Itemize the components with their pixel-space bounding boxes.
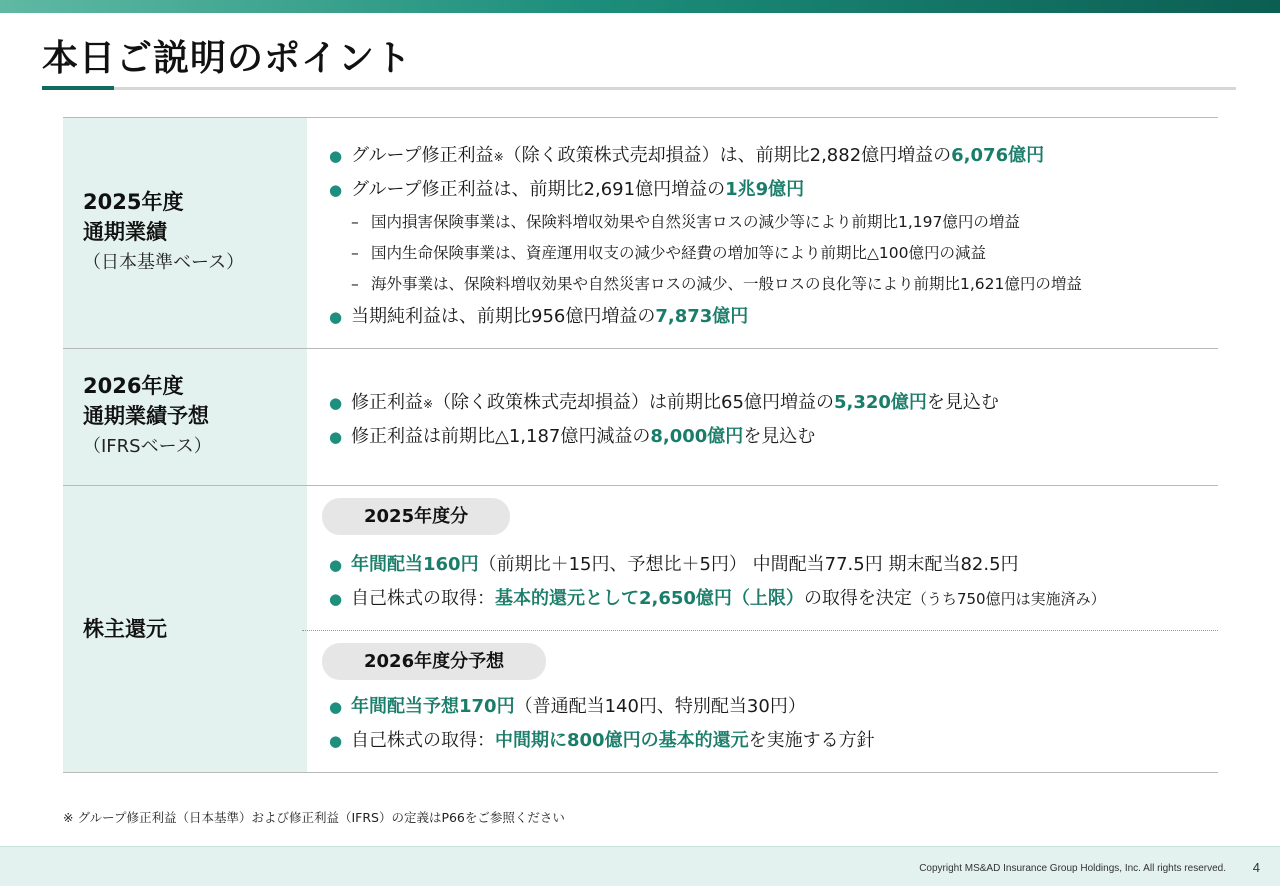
row-body-2025-results [307, 118, 1218, 348]
highlight-value: 1兆9億円 [725, 179, 805, 200]
bullet-group-adjusted-profit-ex: ● グループ修正利益 ※ （除く政策株式売却損益）は、前期比2,882億円増益の 6,076億円 [329, 139, 1218, 173]
row-header-title: 通期業績予想 [83, 404, 209, 428]
highlight-value: 年間配当160円 [351, 554, 479, 575]
dotted-divider [302, 630, 1218, 631]
copyright: Copyright MS&AD Insurance Group Holdings, Inc. All rights reserved. [919, 863, 1226, 874]
row-2026-forecast [63, 348, 1218, 485]
summary-table [63, 117, 1218, 773]
row-header-2026-forecast [63, 349, 307, 485]
bullet-icon: ● [329, 556, 343, 574]
row-header-2025-results [63, 118, 307, 348]
highlight-value: 5,320億円 [833, 392, 927, 413]
page-title: 本日ご説明のポイント [42, 38, 413, 79]
subbullet-international: – 海外事業は、保険料増収効果や自然災害ロスの減少、一般ロスの良化等により前期比1,621億円の増益 [351, 275, 1082, 293]
footnote: ※ グループ修正利益（日本基準）および修正利益（IFRS）の定義はP66をご参照ください [63, 810, 565, 825]
highlight-value: 中間期に800億円の基本的還元 [495, 730, 749, 751]
row-body-shareholder-returns [307, 486, 1218, 772]
bullet-icon: ● [329, 428, 343, 446]
highlight-value: 6,076億円 [951, 145, 1045, 166]
highlight-value: 8,000億円 [650, 426, 744, 447]
label-pill-2026: 2026年度分予想 [322, 643, 546, 680]
bullet-share-buyback-2025: ● 自己株式の取得： 基本的還元として2,650億円（上限） の取得を決定 （うち750億円は実施済み） [329, 582, 1218, 616]
row-shareholder-returns [63, 485, 1218, 773]
bullet-icon: ● [329, 181, 343, 199]
row-header-shareholder-returns [63, 486, 307, 772]
subbullet-domestic-life: – 国内生命保険事業は、資産運用収支の減少や経費の増加等により前期比△100億円の減益 [351, 244, 987, 262]
row-header-title: 株主還元 [83, 617, 167, 641]
highlight-value: 基本的還元として2,650億円（上限） [495, 588, 804, 609]
title-underline [42, 87, 1236, 90]
bullet-group-adjusted-profit: ● グループ修正利益は、前期比2,691億円増益の 1兆9億円 [329, 173, 1218, 207]
footer [0, 846, 1280, 886]
row-header-basis: （IFRSベース） [83, 436, 212, 457]
row-header-title: 通期業績 [83, 220, 167, 244]
bullet-net-income: ● 当期純利益は、前期比956億円増益の 7,873億円 [329, 300, 1218, 334]
bullet-adjusted-profit-ex: ● 修正利益 ※ （除く政策株式売却損益）は前期比65億円増益の 5,320億円 を見込む [329, 386, 1218, 420]
row-header-year: 2025年度 [83, 190, 184, 214]
bullet-icon: ● [329, 394, 343, 412]
highlight-value: 7,873億円 [655, 306, 749, 327]
bullet-adjusted-profit: ● 修正利益は前期比△1,187億円減益の 8,000億円 を見込む [329, 420, 1218, 454]
title-underline-accent [42, 86, 114, 90]
top-gradient-bar [0, 0, 1280, 13]
bullet-icon: ● [329, 147, 343, 165]
bullet-icon: ● [329, 590, 343, 608]
bullet-icon: ● [329, 698, 343, 716]
bullet-icon: ● [329, 308, 343, 326]
highlight-value: 年間配当予想170円 [351, 696, 515, 717]
row-header-year: 2026年度 [83, 374, 184, 398]
page-number: 4 [1252, 860, 1260, 875]
row-body-2026-forecast [307, 349, 1218, 485]
row-2025-results [63, 117, 1218, 348]
bullet-annual-dividend-2025: ● 年間配当160円 （前期比＋15円、予想比＋5円） 中間配当77.5円 期末配当82.5円 [329, 548, 1218, 582]
bullet-icon: ● [329, 732, 343, 750]
subbullet-domestic-nonlife: – 国内損害保険事業は、保険料増収効果や自然災害ロスの減少等により前期比1,197億円の増益 [351, 213, 1020, 231]
bullet-annual-dividend-2026: ● 年間配当予想170円 （普通配当140円、特別配当30円） [329, 690, 1218, 724]
row-header-basis: （日本基準ベース） [83, 252, 245, 273]
label-pill-2025: 2025年度分 [322, 498, 510, 535]
bullet-share-buyback-2026: ● 自己株式の取得： 中間期に800億円の基本的還元 を実施する方針 [329, 724, 1218, 758]
